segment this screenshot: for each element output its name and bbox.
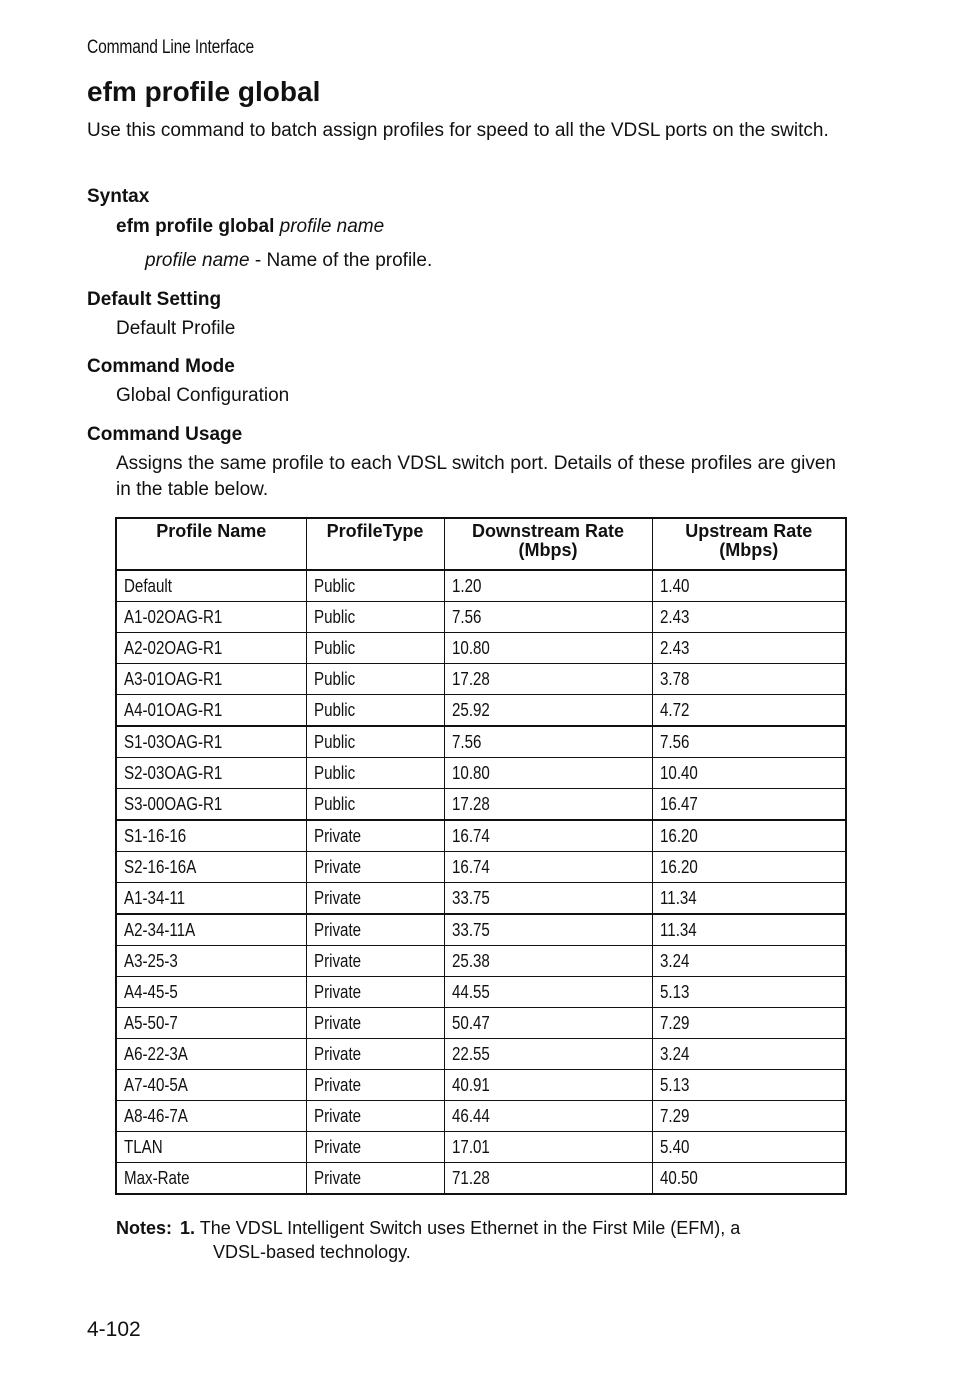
cell-upstream-rate — [652, 977, 846, 1008]
table-row — [116, 1070, 846, 1101]
cell-downstream-rate-text: 7.56 — [451, 606, 481, 627]
table-row — [116, 820, 846, 852]
cell-upstream-rate-text: 11.34 — [659, 887, 697, 908]
cell-downstream-rate — [444, 602, 652, 633]
cell-downstream-rate — [444, 883, 652, 915]
syntax-argument: profile name — [279, 216, 385, 237]
cell-downstream-rate-text: 10.80 — [451, 637, 490, 658]
cell-profile-type — [306, 664, 444, 695]
cell-upstream-rate-text: 10.40 — [659, 762, 698, 783]
cell-profile-name-text: A4-01OAG-R1 — [124, 699, 223, 720]
cell-downstream-rate — [444, 1070, 652, 1101]
cell-profile-type-text: Private — [313, 825, 361, 846]
table-row — [116, 664, 846, 695]
cell-upstream-rate — [652, 1039, 846, 1070]
syntax-command: efm profile global — [116, 216, 275, 237]
cell-profile-type — [306, 914, 444, 946]
cell-profile-name — [116, 977, 306, 1008]
col-header-profile-name: Profile Name — [116, 518, 306, 570]
cell-profile-name — [116, 664, 306, 695]
cell-profile-name-text: S1-03OAG-R1 — [124, 731, 223, 752]
cell-upstream-rate-text: 7.29 — [659, 1105, 689, 1126]
col-header-downstream-rate: Downstream Rate (Mbps) — [444, 518, 652, 570]
cell-profile-type — [306, 695, 444, 727]
cell-profile-type — [306, 1070, 444, 1101]
cell-profile-name — [116, 883, 306, 915]
cell-downstream-rate — [444, 977, 652, 1008]
cell-upstream-rate — [652, 695, 846, 727]
cell-profile-name-text: S1-16-16 — [124, 825, 187, 846]
cell-downstream-rate — [444, 758, 652, 789]
table-row — [116, 977, 846, 1008]
cell-upstream-rate-text: 3.24 — [659, 950, 689, 971]
cell-profile-type — [306, 758, 444, 789]
cell-profile-name-text: A5-50-7 — [124, 1012, 178, 1033]
cell-profile-type-text: Public — [313, 731, 355, 752]
cell-profile-name-text: A6-22-3A — [124, 1043, 188, 1064]
cell-downstream-rate — [444, 633, 652, 664]
cell-profile-name-text: Default — [124, 575, 172, 596]
notes — [116, 1216, 740, 1264]
cell-profile-name — [116, 946, 306, 977]
cell-downstream-rate — [444, 664, 652, 695]
cell-upstream-rate-text: 11.34 — [659, 919, 697, 940]
cell-profile-name-text: Max-Rate — [124, 1167, 190, 1188]
cell-profile-name — [116, 1039, 306, 1070]
cell-upstream-rate — [652, 1070, 846, 1101]
table-row — [116, 789, 846, 821]
cell-downstream-rate-text: 16.74 — [451, 856, 490, 877]
cell-profile-name — [116, 1008, 306, 1039]
cell-profile-name — [116, 852, 306, 883]
cell-upstream-rate-text: 3.24 — [659, 1043, 689, 1064]
syntax-heading: Syntax — [87, 186, 150, 207]
cell-upstream-rate-text: 3.78 — [659, 668, 689, 689]
cell-upstream-rate — [652, 664, 846, 695]
param-name: profile name — [145, 250, 250, 271]
cell-profile-name-text: S2-16-16A — [124, 856, 197, 877]
cell-upstream-rate-text: 5.40 — [659, 1136, 689, 1157]
cell-upstream-rate-text: 16.20 — [659, 856, 698, 877]
cell-upstream-rate — [652, 883, 846, 915]
cell-upstream-rate-text: 5.13 — [659, 1074, 689, 1095]
col-header-upstream-rate: Upstream Rate (Mbps) — [652, 518, 846, 570]
cell-upstream-rate-text: 4.72 — [659, 699, 689, 720]
cell-profile-name — [116, 758, 306, 789]
cell-profile-type-text: Private — [313, 1136, 361, 1157]
cell-upstream-rate — [652, 1163, 846, 1195]
cell-profile-type-text: Private — [313, 1043, 361, 1064]
cell-upstream-rate — [652, 633, 846, 664]
cell-profile-name — [116, 1101, 306, 1132]
cell-profile-type-text: Public — [313, 606, 355, 627]
cell-profile-name-text: A7-40-5A — [124, 1074, 188, 1095]
command-mode-value: Global Configuration — [116, 385, 290, 406]
cell-upstream-rate — [652, 820, 846, 852]
cell-profile-type-text: Private — [313, 1012, 361, 1033]
cell-profile-name-text: A1-02OAG-R1 — [124, 606, 223, 627]
cell-profile-name — [116, 1070, 306, 1101]
cell-profile-name-text: A2-34-11A — [124, 919, 196, 940]
cell-upstream-rate — [652, 758, 846, 789]
cell-profile-type — [306, 883, 444, 915]
cell-downstream-rate-text: 44.55 — [451, 981, 490, 1002]
table-row — [116, 1163, 846, 1195]
notes-label: Notes: — [116, 1218, 173, 1238]
note-text-2: VDSL-based technology. — [213, 1242, 411, 1262]
cell-upstream-rate — [652, 570, 846, 602]
table-row — [116, 1101, 846, 1132]
cell-upstream-rate — [652, 914, 846, 946]
cell-downstream-rate — [444, 695, 652, 727]
param-desc: - Name of the profile. — [249, 250, 433, 271]
cell-downstream-rate-text: 46.44 — [451, 1105, 490, 1126]
table-row — [116, 570, 846, 602]
table-row — [116, 726, 846, 758]
default-setting-heading: Default Setting — [87, 289, 222, 310]
cell-downstream-rate-text: 17.28 — [451, 668, 490, 689]
table-header-row — [116, 518, 846, 570]
table-row — [116, 758, 846, 789]
cell-upstream-rate — [652, 1101, 846, 1132]
cell-downstream-rate-text: 25.92 — [451, 699, 490, 720]
cell-profile-type — [306, 633, 444, 664]
note-number: 1. — [180, 1218, 196, 1238]
cell-profile-name-text: TLAN — [124, 1136, 163, 1157]
cell-downstream-rate — [444, 914, 652, 946]
table-row — [116, 1008, 846, 1039]
syntax-line — [116, 214, 384, 240]
cell-downstream-rate — [444, 1163, 652, 1195]
cell-profile-type-text: Public — [313, 762, 355, 783]
default-setting-value: Default Profile — [116, 318, 236, 339]
cell-profile-type — [306, 602, 444, 633]
table-row — [116, 883, 846, 915]
cell-profile-name — [116, 570, 306, 602]
cell-upstream-rate — [652, 789, 846, 821]
cell-profile-name-text: S2-03OAG-R1 — [124, 762, 223, 783]
running-header: Command Line Interface — [87, 37, 254, 58]
profiles-table — [115, 517, 847, 1195]
cell-upstream-rate — [652, 602, 846, 633]
cell-upstream-rate — [652, 946, 846, 977]
cell-profile-type-text: Private — [313, 1105, 361, 1126]
cell-downstream-rate-text: 71.28 — [451, 1167, 490, 1188]
cell-downstream-rate — [444, 946, 652, 977]
table-row — [116, 602, 846, 633]
cell-downstream-rate-text: 50.47 — [451, 1012, 490, 1033]
cell-upstream-rate-text: 1.40 — [659, 575, 689, 596]
cell-upstream-rate-text: 7.56 — [659, 731, 689, 752]
cell-profile-type-text: Public — [313, 668, 355, 689]
cell-downstream-rate-text: 1.20 — [451, 575, 481, 596]
cell-profile-name — [116, 820, 306, 852]
cell-profile-type — [306, 570, 444, 602]
table-row — [116, 1039, 846, 1070]
cell-profile-name — [116, 602, 306, 633]
cell-downstream-rate-text: 17.28 — [451, 793, 490, 814]
cell-downstream-rate-text: 25.38 — [451, 950, 490, 971]
cell-downstream-rate — [444, 820, 652, 852]
cell-profile-name-text: A8-46-7A — [124, 1105, 188, 1126]
cell-upstream-rate-text: 40.50 — [659, 1167, 698, 1188]
cell-profile-type — [306, 1163, 444, 1195]
cell-profile-type-text: Private — [313, 950, 361, 971]
cell-upstream-rate — [652, 1132, 846, 1163]
cell-upstream-rate-text: 2.43 — [659, 606, 689, 627]
cell-downstream-rate — [444, 726, 652, 758]
cell-profile-type-text: Public — [313, 793, 355, 814]
cell-profile-type — [306, 789, 444, 821]
cell-profile-name — [116, 789, 306, 821]
cell-profile-type-text: Public — [313, 637, 355, 658]
cell-profile-name — [116, 1163, 306, 1195]
table-row — [116, 633, 846, 664]
cell-profile-name — [116, 695, 306, 727]
command-usage-heading: Command Usage — [87, 424, 243, 445]
table-row — [116, 852, 846, 883]
cell-profile-name-text: A3-25-3 — [124, 950, 178, 971]
page-number: 4-102 — [87, 1318, 141, 1341]
cell-profile-type — [306, 852, 444, 883]
note-text-1: The VDSL Intelligent Switch uses Ethernet in the First Mile (EFM), a — [199, 1218, 741, 1238]
cell-upstream-rate — [652, 852, 846, 883]
cell-downstream-rate-text: 22.55 — [451, 1043, 490, 1064]
cell-profile-type-text: Private — [313, 1167, 361, 1188]
cell-profile-type-text: Private — [313, 981, 361, 1002]
cell-profile-name-text: A1-34-11 — [124, 887, 186, 908]
note-line-1 — [116, 1216, 740, 1240]
cell-profile-type — [306, 1132, 444, 1163]
cell-profile-type-text: Private — [313, 1074, 361, 1095]
cell-profile-name-text: A4-45-5 — [124, 981, 178, 1002]
cell-profile-type — [306, 820, 444, 852]
cell-profile-type-text: Private — [313, 856, 361, 877]
intro-paragraph: Use this command to batch assign profiles for speed to all the VDSL ports on the switch. — [87, 120, 829, 141]
cell-downstream-rate-text: 7.56 — [451, 731, 481, 752]
cell-downstream-rate — [444, 1039, 652, 1070]
col-header-profile-type: ProfileType — [306, 518, 444, 570]
table-row — [116, 946, 846, 977]
cell-profile-name — [116, 633, 306, 664]
cell-profile-type-text: Private — [313, 919, 361, 940]
cell-profile-type — [306, 946, 444, 977]
table-row — [116, 1132, 846, 1163]
cell-downstream-rate — [444, 1132, 652, 1163]
cell-profile-type-text: Public — [313, 699, 355, 720]
cell-upstream-rate — [652, 1008, 846, 1039]
cell-downstream-rate — [444, 570, 652, 602]
cell-profile-name — [116, 1132, 306, 1163]
cell-profile-name-text: A3-01OAG-R1 — [124, 668, 223, 689]
cell-profile-name — [116, 914, 306, 946]
cell-upstream-rate-text: 16.47 — [659, 793, 698, 814]
cell-downstream-rate — [444, 1008, 652, 1039]
cell-upstream-rate-text: 2.43 — [659, 637, 689, 658]
cell-profile-type — [306, 977, 444, 1008]
cell-downstream-rate-text: 16.74 — [451, 825, 490, 846]
cell-downstream-rate — [444, 1101, 652, 1132]
cell-profile-type — [306, 1008, 444, 1039]
cell-profile-type — [306, 1101, 444, 1132]
cell-profile-type-text: Public — [313, 575, 355, 596]
cell-profile-name-text: A2-02OAG-R1 — [124, 637, 223, 658]
cell-downstream-rate-text: 33.75 — [451, 919, 490, 940]
cell-profile-name-text: S3-00OAG-R1 — [124, 793, 223, 814]
cell-downstream-rate-text: 17.01 — [451, 1136, 490, 1157]
cell-downstream-rate-text: 33.75 — [451, 887, 490, 908]
cell-upstream-rate-text: 16.20 — [659, 825, 698, 846]
param-description — [145, 250, 432, 272]
table-row — [116, 914, 846, 946]
cell-downstream-rate-text: 40.91 — [451, 1074, 490, 1095]
command-usage-text: Assigns the same profile to each VDSL switch port. Details of these profiles are given in the table below. — [116, 453, 836, 500]
cell-profile-type — [306, 726, 444, 758]
cell-upstream-rate — [652, 726, 846, 758]
cell-profile-type-text: Private — [313, 887, 361, 908]
table-row — [116, 695, 846, 727]
cell-profile-name — [116, 726, 306, 758]
page-title: efm profile global — [87, 76, 321, 107]
command-mode-heading: Command Mode — [87, 356, 235, 377]
cell-profile-type — [306, 1039, 444, 1070]
cell-downstream-rate — [444, 789, 652, 821]
table-body — [116, 570, 846, 1194]
cell-downstream-rate-text: 10.80 — [451, 762, 490, 783]
cell-downstream-rate — [444, 852, 652, 883]
cell-upstream-rate-text: 5.13 — [659, 981, 689, 1002]
cell-upstream-rate-text: 7.29 — [659, 1012, 689, 1033]
